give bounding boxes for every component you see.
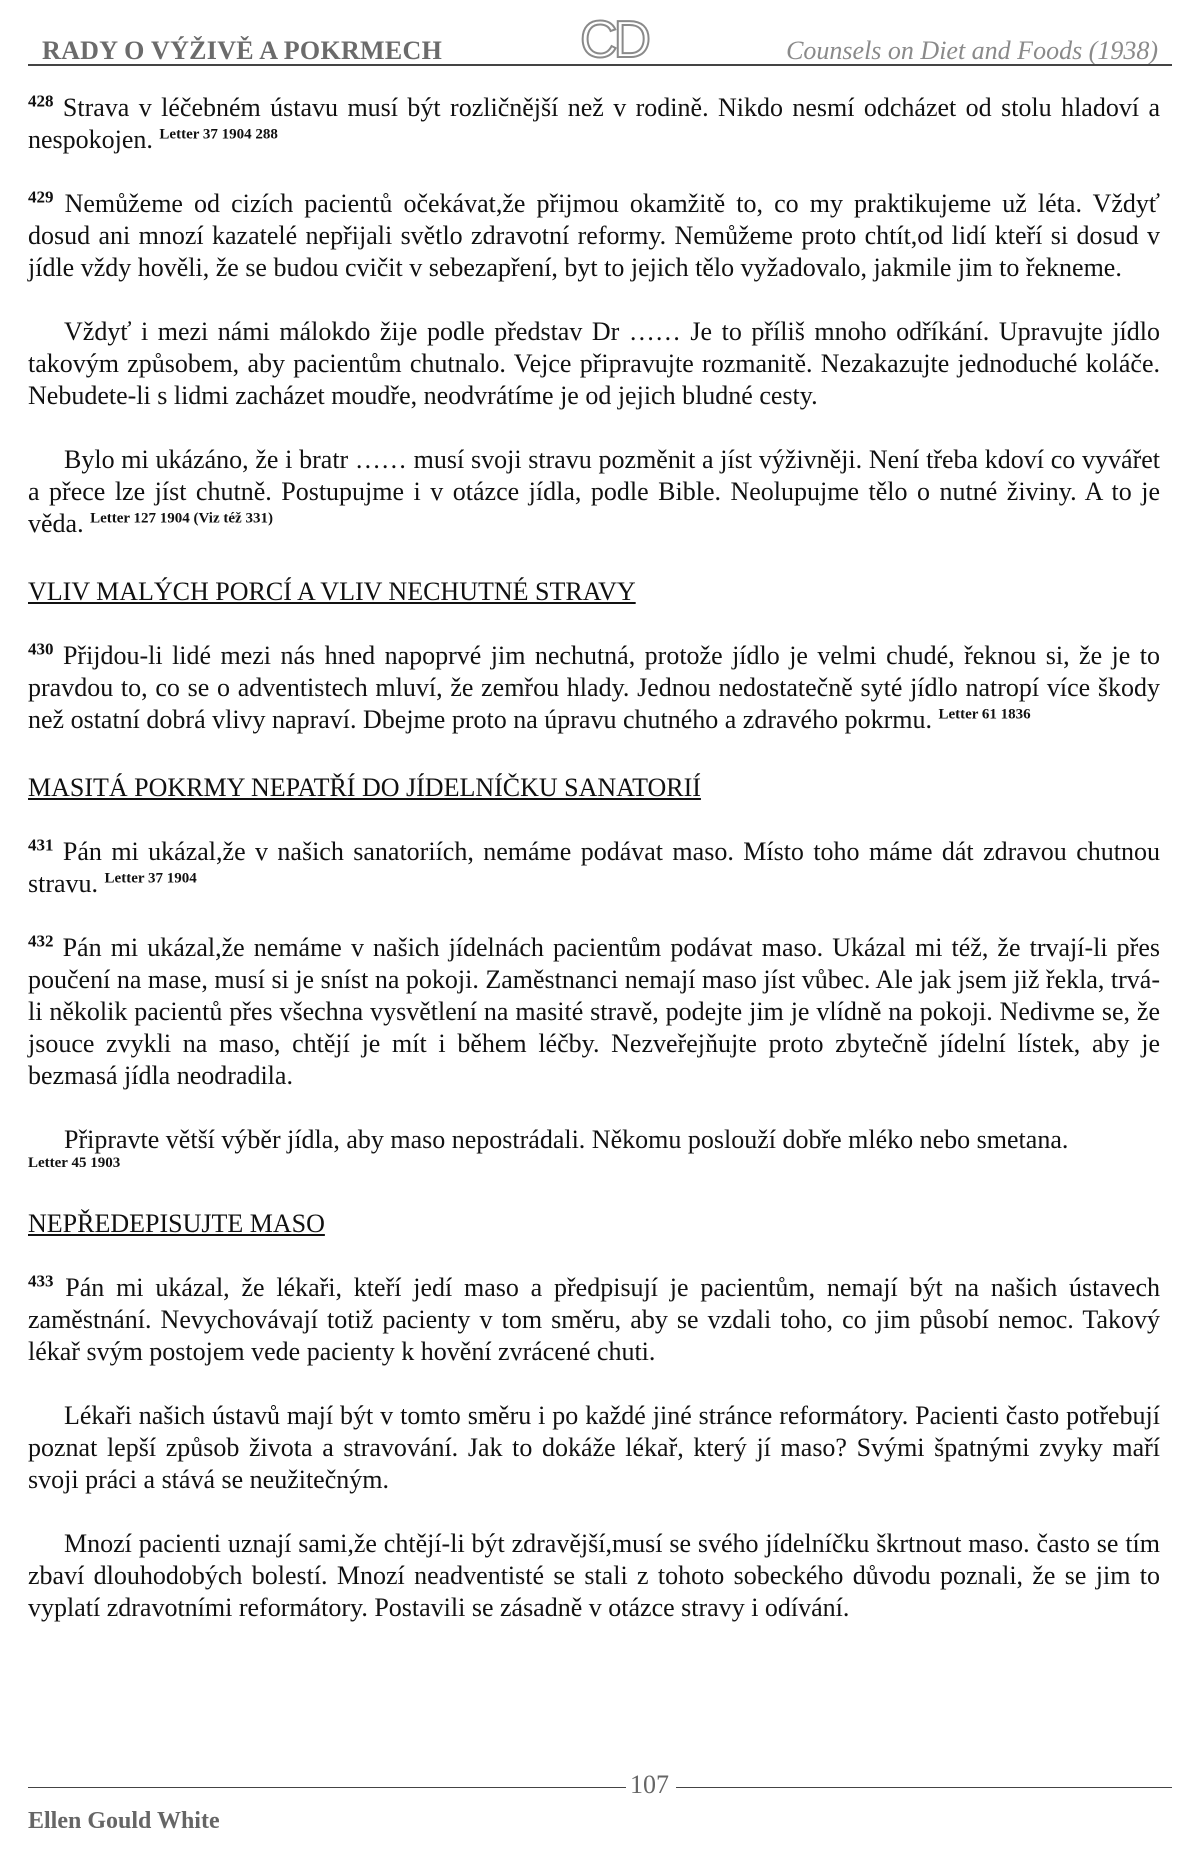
reference-note: Letter 127 1904 (Viz též 331) bbox=[90, 510, 273, 527]
header-left-title: RADY O VÝŽIVĚ A POKRMECH bbox=[42, 36, 443, 65]
paragraph-number: 429 bbox=[28, 187, 54, 207]
page-content bbox=[28, 92, 1160, 1624]
paragraph-text: Pán mi ukázal, že lékaři, kteří jedí maso a předpisují je pacientům, nemají být na našich ústavech zaměstnání. Nevychovávají totiž pacienty v tom směru, aby se vzdali toho, co jim působí nemoc. Takový lékař svým postojem vede pacienty k hovění zvrácené chuti. bbox=[28, 1273, 1160, 1366]
cd-logo: CD bbox=[580, 11, 648, 69]
paragraph-text: Připravte větší výběr jídla, aby maso nepostrádali. Někomu poslouží dobře mléko nebo smetana. bbox=[64, 1125, 1069, 1154]
paragraph-428 bbox=[28, 92, 1160, 156]
paragraph-number: 431 bbox=[28, 835, 54, 855]
footer-author: Ellen Gould White bbox=[28, 1808, 220, 1834]
paragraph-number: 428 bbox=[28, 91, 54, 111]
paragraph-429 bbox=[28, 188, 1160, 284]
section-heading-small-portions: VLIV MALÝCH PORCÍ A VLIV NECHUTNÉ STRAVY bbox=[28, 577, 636, 606]
paragraph-431 bbox=[28, 836, 1160, 900]
paragraph-text: Lékaři našich ústavů mají být v tomto směru i po každé jiné stránce reformátory. Pacienti často potřebují poznat lepší způsob života a stravování. Jak to dokáže lékař, který jí maso? Svými špatnými zvyky maří svoji práci a stává se neužitečným. bbox=[28, 1401, 1160, 1494]
paragraph-text: Mnozí pacienti uznají sami,že chtějí-li být zdravější,musí se svého jídelníčku škrtnout maso. často se tím zbaví dlouhodobých bolestí. Mnozí neadventisté se stali z tohoto sobeckého důvodu poznali, že se jim to vyplatí zdravotními reformátory. Postavili se zásadně v otázce stravy i odívání. bbox=[28, 1529, 1160, 1622]
paragraph-433 bbox=[28, 1272, 1160, 1368]
paragraph-number: 433 bbox=[28, 1271, 54, 1291]
page-header bbox=[28, 11, 1172, 69]
paragraph-number: 432 bbox=[28, 931, 54, 951]
paragraph-text: Přijdou-li lidé mezi nás hned napoprvé jim nechutná, protože jídlo je velmi chudé, řeknou si, že je to pravdou to, co se o adventistech mluví, že zemřou hlady. Jednou nedostatečně syté jídlo natropí více škody než ostatní dobrá vlivy napraví. Dbejme proto na úpravu chutného a zdravého pokrmu. bbox=[28, 641, 1160, 734]
reference-note: Letter 61 1836 bbox=[938, 706, 1031, 723]
paragraph-text: Pán mi ukázal,že nemáme v našich jídelnách pacientům podávat maso. Ukázal mi též, že trvají-li přes poučení na mase, musí si je sníst na pokoji. Zaměstnanci nemají maso jíst vůbec. Ale jak jsem již řekla, trvá-li několik pacientů přes všechna vysvětlení na masité stravě, podejte jim je vlídně na pokoji. Nedivme se, že jsouce zvykli na maso, chtějí je mít i během léčby. Nezveřejňujte proto zbytečně jídelní lístek, aby je bezmasá jídla neodradila. bbox=[28, 933, 1160, 1090]
section-heading-meat-sanatoria: MASITÁ POKRMY NEPATŘÍ DO JÍDELNÍČKU SANATORIÍ bbox=[28, 773, 701, 802]
footer-rule-right bbox=[676, 1787, 1172, 1788]
paragraph-text: Strava v léčebném ústavu musí být rozličnější než v rodině. Nikdo nesmí odcházet od stolu hladoví a nespokojen. bbox=[28, 93, 1160, 154]
paragraph-text: Vždyť i mezi námi málokdo žije podle představ Dr …… Je to příliš mnoho odříkání. Upravujte jídlo takovým způsobem, aby pacientům chutnalo. Vejce připravujte rozmanitě. Nezakazujte jednoduché koláče. Nebudete-li s lidmi zacházet moudře, neodvrátíme je od jejich bludné cesty. bbox=[28, 317, 1160, 410]
paragraph-432 bbox=[28, 932, 1160, 1092]
header-rule bbox=[28, 64, 1172, 66]
paragraph-430 bbox=[28, 640, 1160, 736]
reference-note: Letter 37 1904 bbox=[104, 870, 197, 887]
paragraph-text: Bylo mi ukázáno, že i bratr …… musí svoji stravu pozměnit a jíst výživněji. Není třeba kdoví co vyvářet a přece lze jíst chutně. Postupujme i v otázce jídla, podle Bible. Neolupujme tělo o nutné živiny. A to je věda. bbox=[28, 445, 1160, 538]
paragraph-429-end bbox=[28, 444, 1160, 540]
paragraph-number: 430 bbox=[28, 639, 54, 659]
footer-rule-left bbox=[28, 1787, 626, 1788]
reference-note: Letter 37 1904 288 bbox=[159, 126, 278, 143]
paragraph-432-continued bbox=[28, 1124, 1160, 1156]
page-number: 107 bbox=[630, 1770, 669, 1799]
section-heading-no-meat-prescription: NEPŘEDEPISUJTE MASO bbox=[28, 1209, 325, 1238]
paragraph-text: Nemůžeme od cizích pacientů očekávat,že přijmou okamžitě to, co my praktikujeme už léta. Vždyť dosud ani mnozí kazatelé nepřijali světlo zdravotní reformy. Nemůžeme proto chtít,od lidí kteří si dosud v jídle vždy hověli, že se budou cvičit v sebezapření, byt to jejich tělo vyžadovalo, jakmile jim to řekneme. bbox=[28, 189, 1160, 282]
paragraph-429-continued bbox=[28, 316, 1160, 412]
paragraph-text: Pán mi ukázal,že v našich sanatoriích, nemáme podávat maso. Místo toho máme dát zdravou chutnou stravu. bbox=[28, 837, 1160, 898]
paragraph-433-continued bbox=[28, 1400, 1160, 1496]
paragraph-433-end bbox=[28, 1528, 1160, 1624]
header-right-title: Counsels on Diet and Foods (1938) bbox=[786, 36, 1158, 65]
reference-note: Letter 45 1903 bbox=[28, 1155, 121, 1171]
